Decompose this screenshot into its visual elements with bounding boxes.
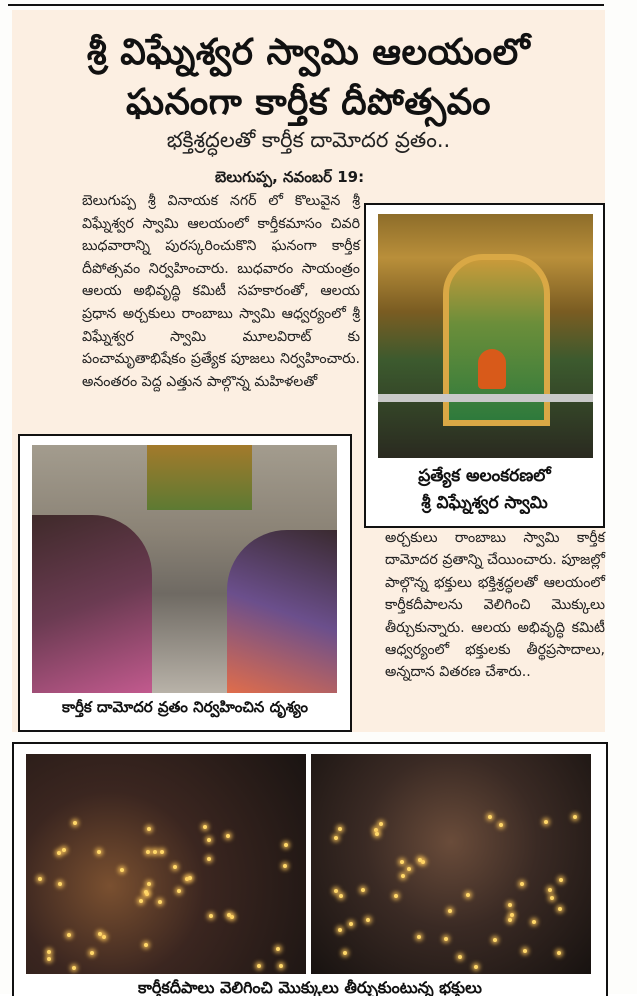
steel-railing [378,394,593,402]
headline-line-2: ఘనంగా కార్తీక దీపోత్సవం [126,82,491,123]
lamps-photo-caption: కార్తీకదీపాలు వెలిగించి మొక్కులు తీర్చుకుంటున్న భక్తులు [138,978,482,996]
oil-lamp [334,889,338,893]
oil-lamp [474,965,478,969]
oil-lamp [532,920,536,924]
vratham-photo-caption: కార్తీక దామోదర వ్రతం నిర్వహించిన దృశ్యం [61,698,308,716]
oil-lamp [226,834,230,838]
oil-lamp [144,890,148,894]
oil-lamp [559,878,563,882]
oil-lamp [120,868,124,872]
oil-lamp [407,867,411,871]
oil-lamp [177,889,181,893]
oil-lamp [147,827,151,831]
oil-lamp [38,877,42,881]
idol-photo-caption [366,463,603,517]
oil-lamp [158,900,162,904]
top-rule [8,4,604,6]
oil-lamp [375,832,379,836]
oil-lamp [508,918,512,922]
oil-lamp [548,888,552,892]
oil-lamp [153,850,157,854]
article-body-column-2: అర్చకులు రాంబాబు స్వామి కార్తీక దామోదర వ్రతాన్ని చేయించారు. పూజల్లో పాల్గొన్న భక్తులు భక్తిశ్రద్ధలతో ఆలయంలో కార్తీకదీపాలను వెలిగించి మొక్కులు తీర్చుకున్నారు. ఆలయ అభివృద్ధి కమిటీ ఆధ్వర్యంలో భక్తులకు తీర్థప్రసాదాలు, అన్నదాన వితరణ చేశారు.. [385,530,605,681]
oil-lamp [283,864,287,868]
oil-lamp [448,909,452,913]
oil-lamp [147,882,151,886]
lamps-photo-right [311,754,591,974]
oil-lamp [284,843,288,847]
oil-lamp [366,918,370,922]
oil-lamp [279,964,283,968]
oil-lamp [499,823,503,827]
oil-lamp [62,848,66,852]
oil-lamp [466,893,470,897]
vratham-photo-box [18,434,352,732]
oil-lamp [523,949,527,953]
oil-lamp [508,903,512,907]
oil-lamp [557,951,561,955]
devotees-right [227,530,337,693]
oil-lamp [361,888,365,892]
oil-lamp [207,857,211,861]
oil-lamp [67,933,71,937]
idol-caption-line-2: శ్రీ విఘ్నేశ్వర స్వామి [421,493,548,513]
oil-lamp [573,815,577,819]
oil-lamp [209,914,213,918]
oil-lamp [558,907,562,911]
oil-lamp [544,820,548,824]
oil-lamp [173,865,177,869]
lamps-photo-left [26,754,306,974]
oil-lamp [144,943,148,947]
oil-lamp [90,951,94,955]
oil-lamp [338,928,342,932]
oil-lamp [47,957,51,961]
article-body-column-1: బెలుగుప్ప శ్రీ వినాయక నగర్ లో కొలువైన శ్రీ విఘ్నేశ్వర స్వామి ఆలయంలో కార్తీకమాసం చివరి బుధవారాన్ని పురస్కరించుకొని ఘనంగా కార్తీక దీపోత్సవం నిర్వహించారు. బుధవారం సాయంత్రం ఆలయ అభివృద్ధి కమిటీ సహకారంతో, ఆలయ ప్రధాన అర్చకులు రాంబాబు స్వామి ఆధ్వర్యంలో శ్రీ విఘ్నేశ్వర స్వామి మూలవిరాట్ కు పంచామృతాభిషేకం ప్రత్యేక పూజలు నిర్వహించారు. అనంతరం పెద్ద ఎత్తున పాల్గొన్న మహిళలతో [82,193,360,390]
oil-lamp [73,821,77,825]
oil-lamp [257,964,261,968]
oil-lamp [339,894,343,898]
oil-lamp [72,966,76,970]
oil-lamp [47,950,51,954]
oil-lamp [400,860,404,864]
oil-lamp [417,935,421,939]
oil-lamp [57,851,61,855]
oil-lamp [488,815,492,819]
oil-lamp [160,850,164,854]
oil-lamp [510,913,514,917]
vratham-photo [32,445,337,693]
oil-lamp [139,899,143,903]
oil-lamp [493,938,497,942]
oil-lamp [276,947,280,951]
oil-lamp [338,827,342,831]
oil-lamp [334,836,338,840]
idol-figure [478,349,506,389]
oil-lamp [97,850,101,854]
oil-lamp [520,882,524,886]
idol-photo [378,214,593,458]
oil-lamp [458,955,462,959]
oil-lamp [146,850,150,854]
idol-caption-line-1: ప్రత్యేక అలంకరణలో [418,466,551,486]
oil-lamp [401,874,405,878]
oil-lamp [343,951,347,955]
oil-lamp [207,838,211,842]
devotees-left [32,515,152,693]
oil-lamp [444,937,448,941]
oil-lamp [188,876,192,880]
oil-lamp [550,896,554,900]
oil-lamp [379,822,383,826]
oil-lamp [227,913,231,917]
idol-photo-box [364,203,605,528]
oil-lamp [102,935,106,939]
oil-lamp [418,858,422,862]
subheadline: భక్తిశ్రద్ధలతో కార్తీక దామోదర వ్రతం.. [166,128,451,152]
headline-line-1: శ్రీ విఘ్నేశ్వర స్వామి ఆలయంలో [86,32,531,73]
oil-lamp [203,825,207,829]
dateline: బెలుగుప్ప, నవంబర్ 19: [215,168,365,186]
lamps-photo-box [12,742,608,996]
oil-lamp [98,932,102,936]
oil-lamp [349,922,353,926]
shrine-background [147,445,252,510]
oil-lamp [394,894,398,898]
oil-lamp [58,882,62,886]
